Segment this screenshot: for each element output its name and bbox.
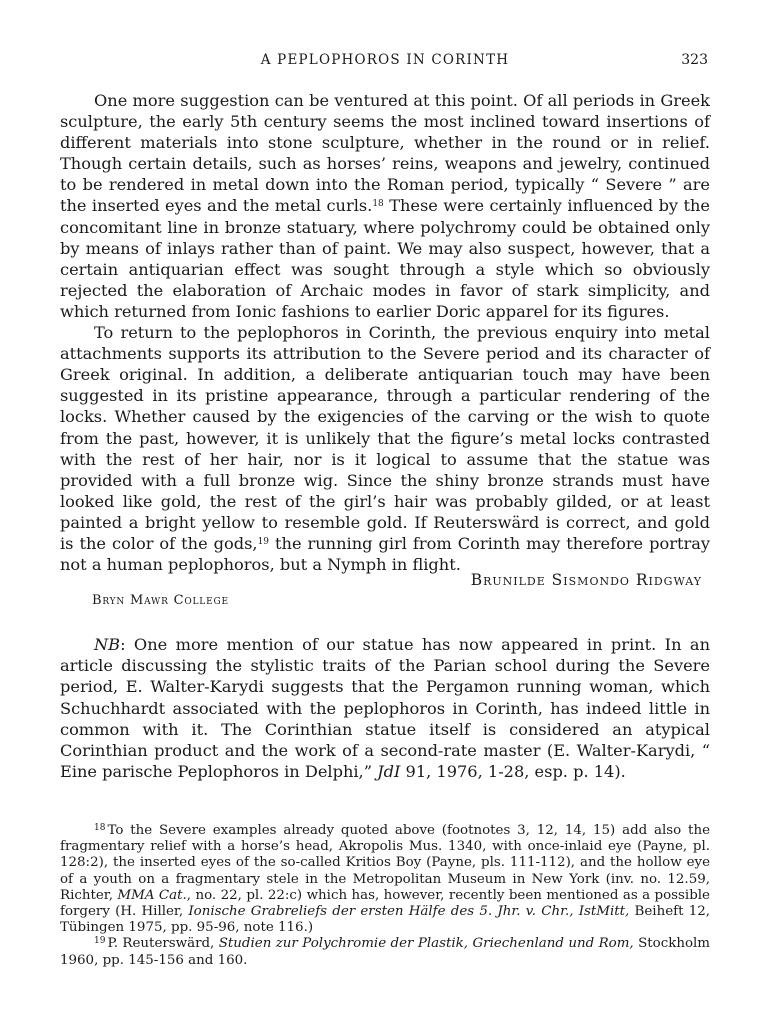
footnotes [60, 823, 710, 969]
paragraph [60, 322, 710, 575]
paragraph-text: the running girl from Corinth may therefore portray not a human peplophoros, but a Nymph in flight. [60, 533, 711, 575]
footnote-text: To the Severe examples already quoted above (footnotes 3, 12, 14, 15) add also the fragmentary relief with a horse’s head, Akropolis Mus. 1340, with once-inlaid eye (Payne, pl. 128:2), the inserted eyes of the so-called Kritios Boy (Payne, pls. 111-112), and the hollow eye of a youth on a fragmentary stele in the Metropolitan Museum in New York (inv. no. 12.59, Richter, [60, 823, 710, 903]
footnote-number: 18 [94, 823, 106, 833]
nota-bene [60, 634, 710, 782]
paragraph [60, 90, 710, 322]
footnote-reference: 19 [257, 536, 270, 547]
paragraph-text: One more suggestion can be ventured at this point. Of all periods in Greek sculpture, the early 5th century seems the most inclined toward insertions of different materials into stone sculpture, whether in the round or in relief. Though certain details, such as horses’ reins, weapons and jewelry, continued to be rendered in metal down into the Roman period, typically “ Severe ” are the inserted eyes and the metal curls. [60, 91, 710, 216]
footnote-18 [60, 823, 710, 936]
footnote-italic: Ionische Grabreliefs der ersten Hälfe des 5. Jhr. v. Chr., IstMitt, [188, 904, 630, 920]
footnote-italic: Studien zur Polychromie der Plastik, Griechenland und Rom, [218, 936, 634, 952]
article-body [60, 90, 710, 575]
page-number: 323 [681, 52, 708, 68]
paragraph-text: : One more mention of our statue has now appeared in print. In an article discussing the stylistic traits of the Parian school during the Severe period, E. Walter-Karydi suggests that the Pergamon running woman, which Schuchhardt associated with the peplophoros in Corinth, has indeed little in common with it. The Corinthian statue itself is considered an atypical Corinthian product and the work of a second-rate master (E. Walter-Karydi, “ Eine parische Peplophoros in Delphi,” [60, 635, 710, 782]
running-title: A PEPLOPHOROS IN CORINTH [260, 52, 510, 68]
footnote-text: , no. 22, pl. 22:c) which has, however, recently been mentioned as a possible forgery (H. Hiller, [60, 887, 710, 920]
footnote-reference: 18 [372, 199, 384, 210]
footnote-italic: MMA Cat. [117, 887, 187, 903]
journal-abbreviation: JdI [377, 762, 401, 782]
paragraph-text: To return to the peplophoros in Corinth, the previous enquiry into metal attachments supports its attribution to the Severe period and its character of Greek original. In addition, a deliberate antiquarian touch may have been suggested in its pristine appearance, through a particular rendering of the locks. Whether caused by the exigencies of the carving or the wish to quote from the past, however, it is unlikely that the figure’s metal locks contrasted with the rest of her hair, nor is it logical to assume that the statue was provided with a full bronze wig. Since the shiny bronze strands must have looked like gold, the rest of the girl’s hair was probably gilded, or at least painted a bright yellow to resemble gold. If Reuterswärd is correct, and gold is the color of the gods, [60, 323, 710, 553]
paragraph-text: These were certainly influenced by the concomitant line in bronze statuary, where polychromy could be obtained only by means of inlays rather than of paint. We may also suspect, however, that a certain antiquarian effect was sought through a style which so obviously rejected the elaboration of Archaic modes in favor of stark simplicity, and which returned from Ionic fashions to earlier Doric apparel for its figures. [60, 196, 710, 321]
running-header [60, 52, 710, 74]
nb-label: NB [94, 635, 121, 654]
footnote-text: Stockholm 1960, pp. 145-156 and 160. [60, 936, 711, 968]
paragraph-text: 91, 1976, 1-28, esp. p. 14). [400, 762, 626, 782]
footnote-text: P. Reuterswärd, [107, 936, 219, 952]
author-name: Brunilde Sismondo Ridgway [470, 571, 702, 589]
footnote-text: Beiheft 12, Tübingen 1975, pp. 95-96, note 116.) [60, 904, 710, 936]
footnote-number: 19 [94, 936, 106, 947]
author-affiliation: Bryn Mawr College [92, 593, 229, 608]
signature-block [60, 571, 702, 615]
paragraph [60, 634, 710, 782]
footnote-19 [60, 936, 710, 968]
